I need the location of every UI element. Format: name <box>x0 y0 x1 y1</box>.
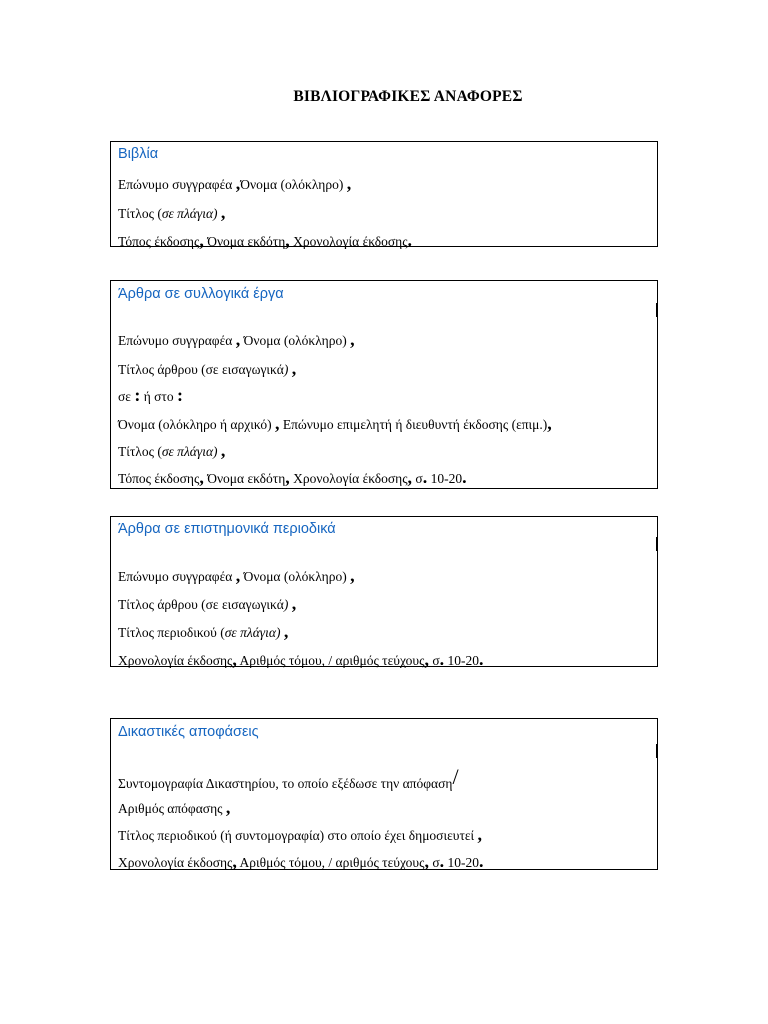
collective-line-editor: Όνομα (ολόκληρο ή αρχικό) , Επώνυμο επιμελητή ή διευθυντή έκδοσης (επιμ.), <box>118 413 552 433</box>
journals-line-publication: Χρονολογία έκδοσης, Αριθμός τόμου, / αριθμός τεύχους, σ. 10-20. <box>118 649 484 669</box>
journals-reference-box <box>110 516 658 667</box>
court-line-decision-number: Αριθμός απόφασης , <box>118 797 231 817</box>
books-reference-box <box>110 141 658 250</box>
books-line-publication: Τόπος έκδοσης, Όνομα εκδότη, Χρονολογία έκδοσης. <box>118 230 413 250</box>
court-line-journal: Τίτλος περιοδικού (ή συντομογραφία) στο οποίο έχει δημοσιευτεί , <box>118 824 483 844</box>
journals-line-author: Επώνυμο συγγραφέα , Όνομα (ολόκληρο) , <box>118 565 355 585</box>
journals-line-article-title: Τίτλος άρθρου (σε εισαγωγικά) , <box>118 593 297 613</box>
court-decisions-reference-box <box>110 718 658 870</box>
collective-line-title: Τίτλος (σε πλάγια) , <box>118 440 226 460</box>
collective-line-author: Επώνυμο συγγραφέα , Όνομα (ολόκληρο) , <box>118 329 355 349</box>
section-heading-court-decisions: Δικαστικές αποφάσεις <box>118 724 259 740</box>
books-line-title: Τίτλος (σε πλάγια) , <box>118 202 226 222</box>
collective-line-publication: Τόπος έκδοσης, Όνομα εκδότη, Χρονολογία έκδοσης, σ. 10-20. <box>118 467 467 487</box>
collective-line-article-title: Τίτλος άρθρου (σε εισαγωγικά) , <box>118 358 297 378</box>
section-heading-books: Βιβλία <box>118 146 159 162</box>
box-edge-mark <box>656 744 658 758</box>
journals-line-journal-title: Τίτλος περιοδικού (σε πλάγια) , <box>118 621 289 641</box>
section-heading-journals: Άρθρα σε επιστημονικά περιοδικά <box>118 521 336 537</box>
section-heading-collective-works: Άρθρα σε συλλογικά έργα <box>118 286 284 302</box>
court-line-publication: Χρονολογία έκδοσης, Αριθμός τόμου, / αριθμός τεύχους, σ. 10-20. <box>118 851 484 871</box>
books-line-author: Επώνυμο συγγραφέα ,Όνομα (ολόκληρο) , <box>118 173 352 193</box>
court-line-court: Συντομογραφία Δικαστηρίου, το οποίο εξέδωσε την απόφαση/ <box>118 764 459 791</box>
collective-line-in: σε : ή στο : <box>118 385 183 405</box>
collective-works-reference-box <box>110 280 658 489</box>
box-edge-mark <box>656 537 658 551</box>
page-title: ΒΙΒΛΙΟΓΡΑΦΙΚΕΣ ΑΝΑΦΟΡΕΣ <box>293 88 523 105</box>
box-edge-mark <box>656 303 658 317</box>
